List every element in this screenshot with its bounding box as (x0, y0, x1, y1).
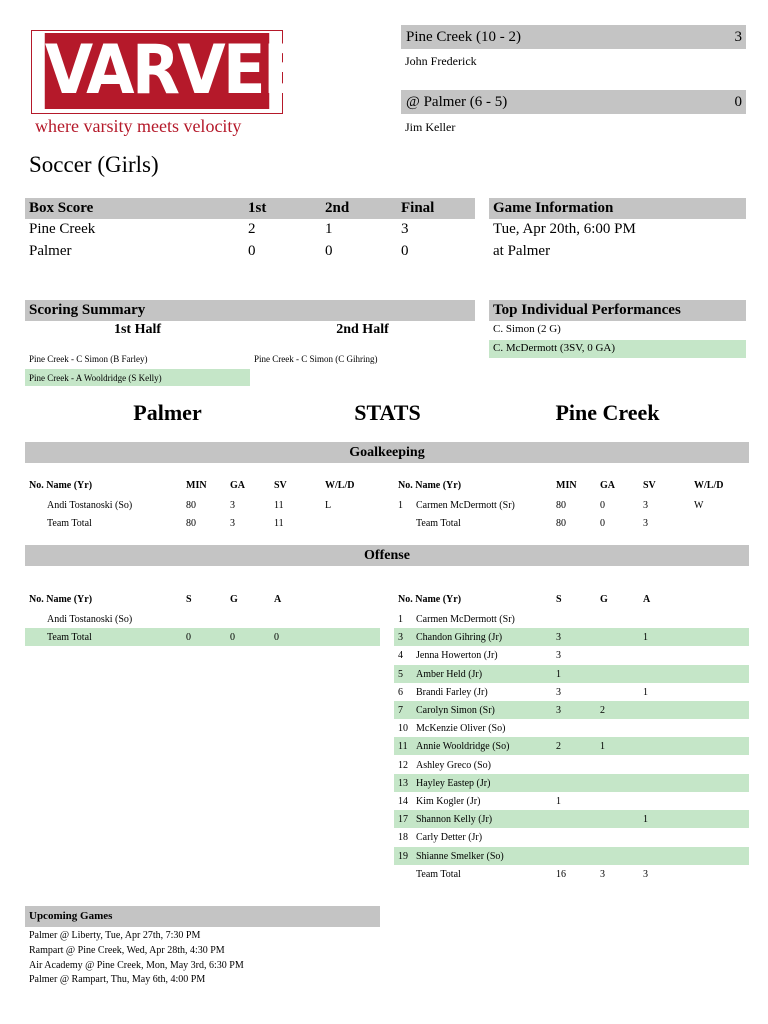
off-player-name: Andi Tostanoski (So) (47, 614, 133, 625)
off-col-g: G (230, 594, 238, 605)
off-s: 3 (556, 632, 561, 643)
gk-ga: 0 (600, 518, 605, 529)
gk-col-min: MIN (556, 480, 577, 491)
upcoming-game[interactable]: Palmer @ Liberty, Tue, Apr 27th, 7:30 PM (29, 930, 201, 941)
off-player-name: Jenna Howerton (Jr) (416, 650, 498, 661)
box-score-col-2nd: 2nd (325, 200, 350, 216)
off-col-a: A (274, 594, 282, 605)
off-col-s: S (186, 594, 192, 605)
off-s: 1 (556, 669, 561, 680)
logo-tagline: where varsity meets velocity (35, 116, 242, 136)
goalkeeping-section-header: Goalkeeping (25, 442, 749, 463)
upcoming-game[interactable]: Palmer @ Rampart, Thu, May 6th, 4:00 PM (29, 974, 206, 985)
gk-min: 80 (556, 518, 566, 529)
home-coach: John Frederick (405, 54, 477, 68)
scoring-summary-header (25, 300, 475, 321)
gk-wld: W (694, 500, 704, 511)
off-player-no: 3 (398, 632, 403, 643)
upcoming-game[interactable]: Air Academy @ Pine Creek, Mon, May 3rd, 6:30 PM (29, 960, 244, 971)
gk-team-total: Team Total (47, 518, 92, 529)
upcoming-game[interactable]: Rampart @ Pine Creek, Wed, Apr 28th, 4:30 PM (29, 945, 225, 956)
off-player-no: 4 (398, 650, 403, 661)
off-player-no: 13 (398, 778, 408, 789)
game-datetime: Tue, Apr 20th, 6:00 PM (493, 221, 636, 237)
off-col-name: No. Name (Yr) (398, 594, 462, 605)
gk-col-wld: W/L/D (694, 480, 724, 491)
gk-col-wld: W/L/D (325, 480, 355, 491)
box-score-value: 0 (325, 243, 333, 259)
gk-col-ga: GA (230, 480, 245, 491)
gk-col-ga: GA (600, 480, 615, 491)
varvee-logo[interactable] (31, 30, 303, 114)
off-team-total: Team Total (47, 632, 92, 643)
off-g: 0 (230, 632, 235, 643)
box-score-value: 0 (248, 243, 256, 259)
off-s: 2 (556, 741, 561, 752)
stats-title: STATS (354, 400, 421, 425)
gk-wld: L (325, 500, 332, 511)
home-team-name[interactable]: Pine Creek (10 - 2) (406, 29, 521, 45)
away-team-name[interactable]: @ Palmer (6 - 5) (406, 94, 508, 110)
off-player-no: 17 (398, 814, 408, 825)
off-s: 3 (556, 687, 561, 698)
off-player-no: 6 (398, 687, 403, 698)
off-player-name: Chandon Gihring (Jr) (416, 632, 503, 643)
off-player-name: Carolyn Simon (Sr) (416, 705, 495, 716)
off-g: 2 (600, 705, 605, 716)
goal-entry: Pine Creek - C Simon (C Gihring) (254, 354, 378, 364)
off-col-g: G (600, 594, 608, 605)
off-player-no: 5 (398, 669, 403, 680)
gk-player-no: 1 (398, 500, 403, 511)
box-score-team: Palmer (29, 243, 72, 259)
off-col-s: S (556, 594, 562, 605)
goal-entry: Pine Creek - C Simon (B Farley) (29, 354, 148, 364)
gk-min: 80 (186, 500, 196, 511)
off-player-name: Carmen McDermott (Sr) (416, 614, 515, 625)
off-player-no: 19 (398, 851, 408, 862)
off-player-name: Shannon Kelly (Jr) (416, 814, 493, 825)
off-a: 3 (643, 869, 648, 880)
off-a: 1 (643, 687, 648, 698)
stats-right-team: Pine Creek (555, 400, 660, 425)
off-player-name: Amber Held (Jr) (416, 669, 483, 680)
box-score-header (25, 198, 475, 219)
gk-col-name: No. Name (Yr) (398, 480, 462, 491)
scoring-summary-title: Scoring Summary (29, 302, 146, 318)
box-score-value: 1 (325, 221, 333, 237)
gk-ga: 3 (230, 500, 235, 511)
offense-section-header: Offense (25, 545, 749, 566)
off-player-no: 10 (398, 723, 408, 734)
upcoming-games-title: Upcoming Games (29, 910, 113, 922)
gk-min: 80 (186, 518, 196, 529)
logo-wordmark: VARVEE (44, 31, 303, 110)
off-player-name: Annie Wooldridge (So) (416, 741, 510, 752)
gk-col-sv: SV (643, 480, 656, 491)
box-score-value: 0 (401, 243, 409, 259)
top-performances-title: Top Individual Performances (493, 302, 681, 318)
off-s: 16 (556, 869, 566, 880)
first-half-label: 1st Half (113, 322, 162, 337)
off-player-no: 7 (398, 705, 403, 716)
goal-entry: Pine Creek - A Wooldridge (S Kelly) (29, 373, 162, 383)
off-player-name: Brandi Farley (Jr) (416, 687, 488, 698)
off-player-no: 14 (398, 796, 408, 807)
box-score-value: 3 (401, 221, 409, 237)
gk-team-total: Team Total (416, 518, 461, 529)
gk-sv: 11 (274, 518, 284, 529)
game-location: at Palmer (493, 243, 551, 259)
gk-player-name: Carmen McDermott (Sr) (416, 500, 515, 511)
off-s: 1 (556, 796, 561, 807)
game-info-header (489, 198, 746, 219)
off-g: 3 (600, 869, 605, 880)
off-a: 0 (274, 632, 279, 643)
gk-sv: 11 (274, 500, 284, 511)
upcoming-games-header (25, 906, 380, 927)
off-player-name: Ashley Greco (So) (416, 760, 491, 771)
box-score-col-1st: 1st (248, 200, 267, 216)
gk-player-name: Andi Tostanoski (So) (47, 500, 133, 511)
stats-left-team: Palmer (133, 400, 202, 425)
off-player-no: 18 (398, 832, 408, 843)
off-player-no: 12 (398, 760, 408, 771)
sport-title: Soccer (Girls) (29, 152, 159, 177)
box-score-col-final: Final (401, 200, 435, 216)
gk-ga: 0 (600, 500, 605, 511)
away-team-bar (401, 90, 746, 114)
box-score-team: Pine Creek (29, 221, 96, 237)
off-player-name: Shianne Smelker (So) (416, 851, 504, 862)
box-score-value: 2 (248, 221, 256, 237)
off-player-name: Hayley Eastep (Jr) (416, 778, 491, 789)
off-g: 1 (600, 741, 605, 752)
gk-col-sv: SV (274, 480, 287, 491)
off-player-name: McKenzie Oliver (So) (416, 723, 506, 734)
off-s: 3 (556, 650, 561, 661)
top-performance-item: C. Simon (2 G) (493, 323, 561, 335)
off-s: 3 (556, 705, 561, 716)
off-col-name: No. Name (Yr) (29, 594, 93, 605)
off-player-no: 1 (398, 614, 403, 625)
gk-sv: 3 (643, 500, 648, 511)
gk-col-min: MIN (186, 480, 207, 491)
away-team-score: 0 (734, 94, 742, 110)
gk-sv: 3 (643, 518, 648, 529)
off-player-name: Carly Detter (Jr) (416, 832, 483, 843)
gk-col-name: No. Name (Yr) (29, 480, 93, 491)
off-a: 1 (643, 814, 648, 825)
off-player-name: Kim Kogler (Jr) (416, 796, 481, 807)
off-col-a: A (643, 594, 651, 605)
gk-ga: 3 (230, 518, 235, 529)
game-info-title: Game Information (493, 200, 614, 216)
top-performances-header (489, 300, 746, 321)
off-a: 1 (643, 632, 648, 643)
off-s: 0 (186, 632, 191, 643)
away-coach: Jim Keller (405, 120, 456, 134)
top-performance-item: C. McDermott (3SV, 0 GA) (493, 342, 616, 354)
second-half-label: 2nd Half (336, 322, 389, 337)
off-player-no: 11 (398, 741, 408, 752)
gk-min: 80 (556, 500, 566, 511)
box-score-title: Box Score (29, 200, 94, 216)
home-team-bar (401, 25, 746, 49)
home-team-score: 3 (734, 29, 742, 45)
off-team-total: Team Total (416, 869, 461, 880)
